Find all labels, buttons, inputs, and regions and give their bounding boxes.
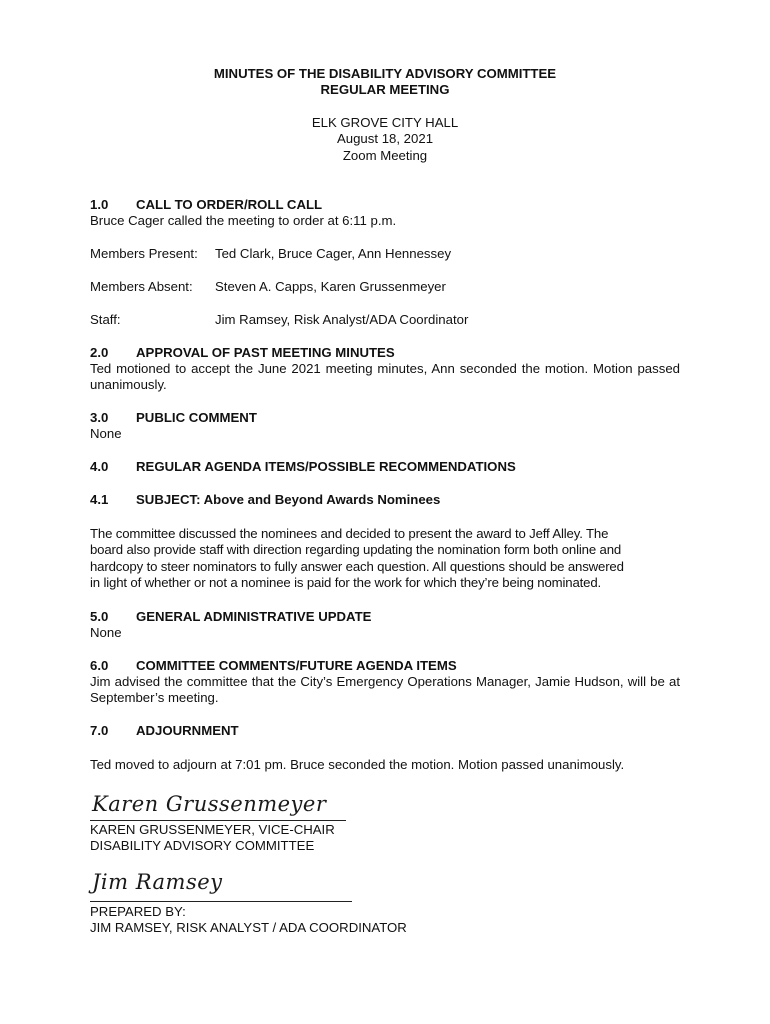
section-title: GENERAL ADMINISTRATIVE UPDATE — [136, 609, 372, 624]
meeting-date: August 18, 2021 — [336, 131, 434, 146]
section-text: None — [90, 426, 122, 441]
section-number: 6.0 — [90, 658, 109, 673]
section-title: REGULAR AGENDA ITEMS/POSSIBLE RECOMMENDATIONS — [136, 459, 516, 474]
meeting-location: ELK GROVE CITY HALL — [311, 115, 459, 130]
signature-line — [90, 820, 346, 821]
section-text-line: in light of whether or not a nominee is paid for the work for which they’re being nominated. — [90, 575, 602, 590]
section-number: 7.0 — [90, 723, 109, 738]
section-text: Bruce Cager called the meeting to order at 6:11 p.m. — [90, 213, 397, 228]
title-line-2: REGULAR MEETING — [320, 82, 450, 97]
section-text: Ted moved to adjourn at 7:01 pm. Bruce seconded the motion. Motion passed unanimously. — [90, 757, 625, 772]
section-text-line: board also provide staff with direction regarding updating the nomination form both online and — [90, 542, 622, 557]
section-title: CALL TO ORDER/ROLL CALL — [136, 197, 323, 212]
section-text-line: The committee discussed the nominees and decided to present the award to Jeff Alley. The — [90, 526, 609, 541]
meeting-format: Zoom Meeting — [342, 148, 428, 163]
signature-karen-grussenmeyer: Karen Grussenmeyer — [92, 792, 327, 816]
section-number: 4.1 — [90, 492, 109, 507]
staff-label: Staff: — [90, 312, 121, 327]
prepared-by-label: PREPARED BY: — [90, 904, 186, 919]
section-number: 4.0 — [90, 459, 109, 474]
signer-name-title: KAREN GRUSSENMEYER, VICE-CHAIR — [90, 822, 335, 837]
section-text: Jim advised the committee that the City’s Emergency Operations Manager, Jamie Hudson, will be at September’s meeting. — [90, 674, 680, 706]
section-number: 3.0 — [90, 410, 109, 425]
preparer-name-title: JIM RAMSEY, RISK ANALYST / ADA COORDINATOR — [90, 920, 407, 935]
signature-line — [90, 901, 352, 902]
staff-value: Jim Ramsey, Risk Analyst/ADA Coordinator — [215, 312, 469, 327]
section-number: 2.0 — [90, 345, 109, 360]
members-absent-label: Members Absent: — [90, 279, 193, 294]
signature-jim-ramsey: Jim Ramsey — [92, 870, 223, 894]
section-title: PUBLIC COMMENT — [136, 410, 257, 425]
section-text: None — [90, 625, 122, 640]
section-text: Ted motioned to accept the June 2021 meeting minutes, Ann seconded the motion. Motion passed unanimously. — [90, 361, 680, 393]
section-text-line: hardcopy to steer nominators to fully answer each question. All questions should be answered — [90, 559, 624, 574]
section-title: APPROVAL OF PAST MEETING MINUTES — [136, 345, 395, 360]
section-number: 5.0 — [90, 609, 109, 624]
section-title: COMMITTEE COMMENTS/FUTURE AGENDA ITEMS — [136, 658, 457, 673]
title-line-1: MINUTES OF THE DISABILITY ADVISORY COMMITTEE — [213, 66, 557, 81]
section-number: 1.0 — [90, 197, 109, 212]
section-title: ADJOURNMENT — [136, 723, 239, 738]
members-present-label: Members Present: — [90, 246, 198, 261]
members-absent-value: Steven A. Capps, Karen Grussenmeyer — [215, 279, 446, 294]
signer-organization: DISABILITY ADVISORY COMMITTEE — [90, 838, 315, 853]
section-title: SUBJECT: Above and Beyond Awards Nominees — [136, 492, 441, 507]
members-present-value: Ted Clark, Bruce Cager, Ann Hennessey — [215, 246, 452, 261]
